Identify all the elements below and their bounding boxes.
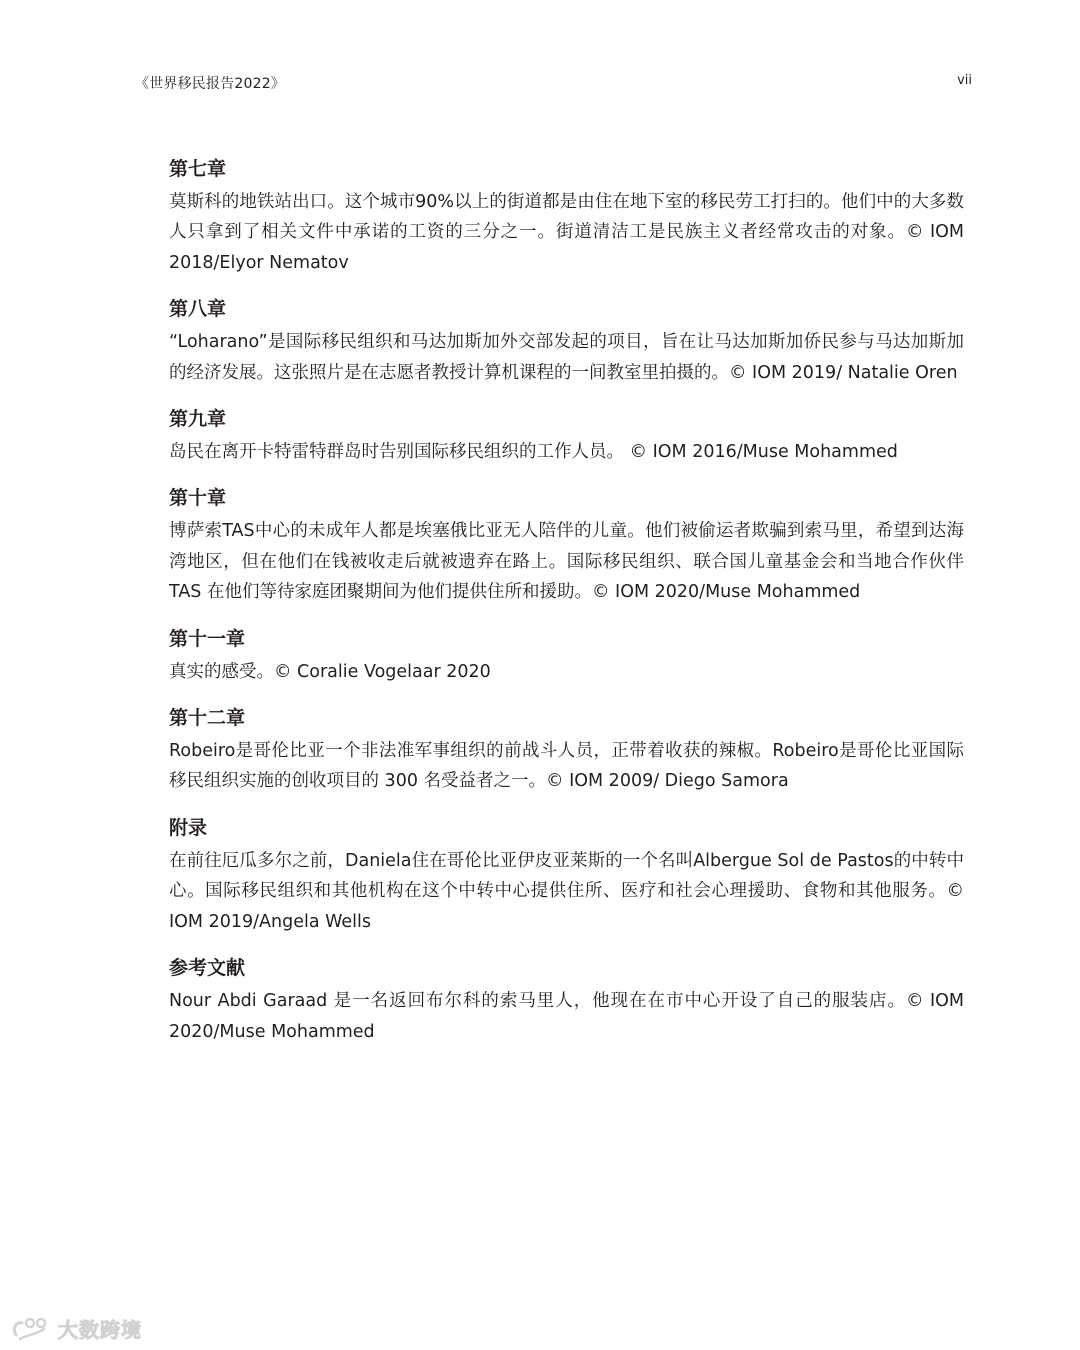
- photo-credits-list: [169, 155, 964, 1064]
- section-heading: 第十二章: [169, 707, 246, 730]
- credit-section-chapter-8: [169, 295, 964, 388]
- section-caption: 岛民在离开卡特雷特群岛时告别国际移民组织的工作人员。 © IOM 2016/Muse Mohammed: [169, 442, 898, 463]
- section-heading: 第八章: [169, 298, 227, 321]
- section-caption: Nour Abdi Garaad 是一名返回布尔科的索马里人，他现在在市中心开设了自己的服装店。© IOM 2020/Muse Mohammed: [169, 991, 964, 1042]
- section-caption: 真实的感受。© Coralie Vogelaar 2020: [169, 661, 491, 682]
- brand-logo-icon: [10, 1315, 54, 1343]
- section-caption: “Loharano”是国际移民组织和马达加斯加外交部发起的项目，旨在让马达加斯加侨民参与马达加斯加的经济发展。这张照片是在志愿者教授计算机课程的一间教室里拍摄的。© IOM 2019/ Natalie Oren: [169, 332, 964, 383]
- section-caption: 莫斯科的地铁站出口。这个城市90%以上的街道都是由住在地下室的移民劳工打扫的。他们中的大多数人只拿到了相关文件中承诺的工资的三分之一。街道清洁工是民族主义者经常攻击的对象。© IOM 2018/Elyor Nematov: [169, 192, 964, 273]
- page-number: vii: [957, 73, 972, 88]
- credit-section-chapter-10: [169, 484, 964, 607]
- credit-section-chapter-12: [169, 704, 964, 797]
- watermark: [10, 1314, 142, 1343]
- section-heading: 参考文献: [169, 957, 246, 980]
- section-caption: 在前往厄瓜多尔之前，Daniela住在哥伦比亚伊皮亚莱斯的一个名叫Albergue Sol de Pastos的中转中心。国际移民组织和其他机构在这个中转中心提供住所、医疗和社会心理援助、食物和其他服务。© IOM 2019/Angela Wells: [169, 850, 964, 932]
- watermark-text: 大数跨境: [58, 1318, 142, 1342]
- section-heading: 第七章: [169, 158, 227, 180]
- credit-section-appendix: [169, 814, 964, 937]
- section-heading: 第十章: [169, 487, 227, 510]
- credit-section-chapter-11: [169, 625, 964, 687]
- section-caption: Robeiro是哥伦比亚一个非法准军事组织的前战斗人员，正带着收获的辣椒。Robeiro是哥伦比亚国际移民组织实施的创收项目的 300 名受益者之一。© IOM 2009/ Diego Samora: [169, 741, 964, 792]
- credit-section-chapter-9: [169, 405, 964, 467]
- running-header-title: 《世界移民报告2022》: [135, 76, 286, 92]
- credit-section-chapter-7: [169, 155, 964, 278]
- credit-section-references: [169, 954, 964, 1047]
- section-heading: 第十一章: [169, 627, 246, 650]
- section-caption: 博萨索TAS中心的未成年人都是埃塞俄比亚无人陪伴的儿童。他们被偷运者欺骗到索马里，希望到达海湾地区，但在他们在钱被收走后就被遗弃在路上。国际移民组织、联合国儿童基金会和当地合作伙伴 TAS 在他们等待家庭团聚期间为他们提供住所和援助。© IOM 2020/Muse Mohammed: [169, 521, 964, 603]
- section-heading: 第九章: [169, 408, 227, 431]
- section-heading: 附录: [169, 816, 208, 839]
